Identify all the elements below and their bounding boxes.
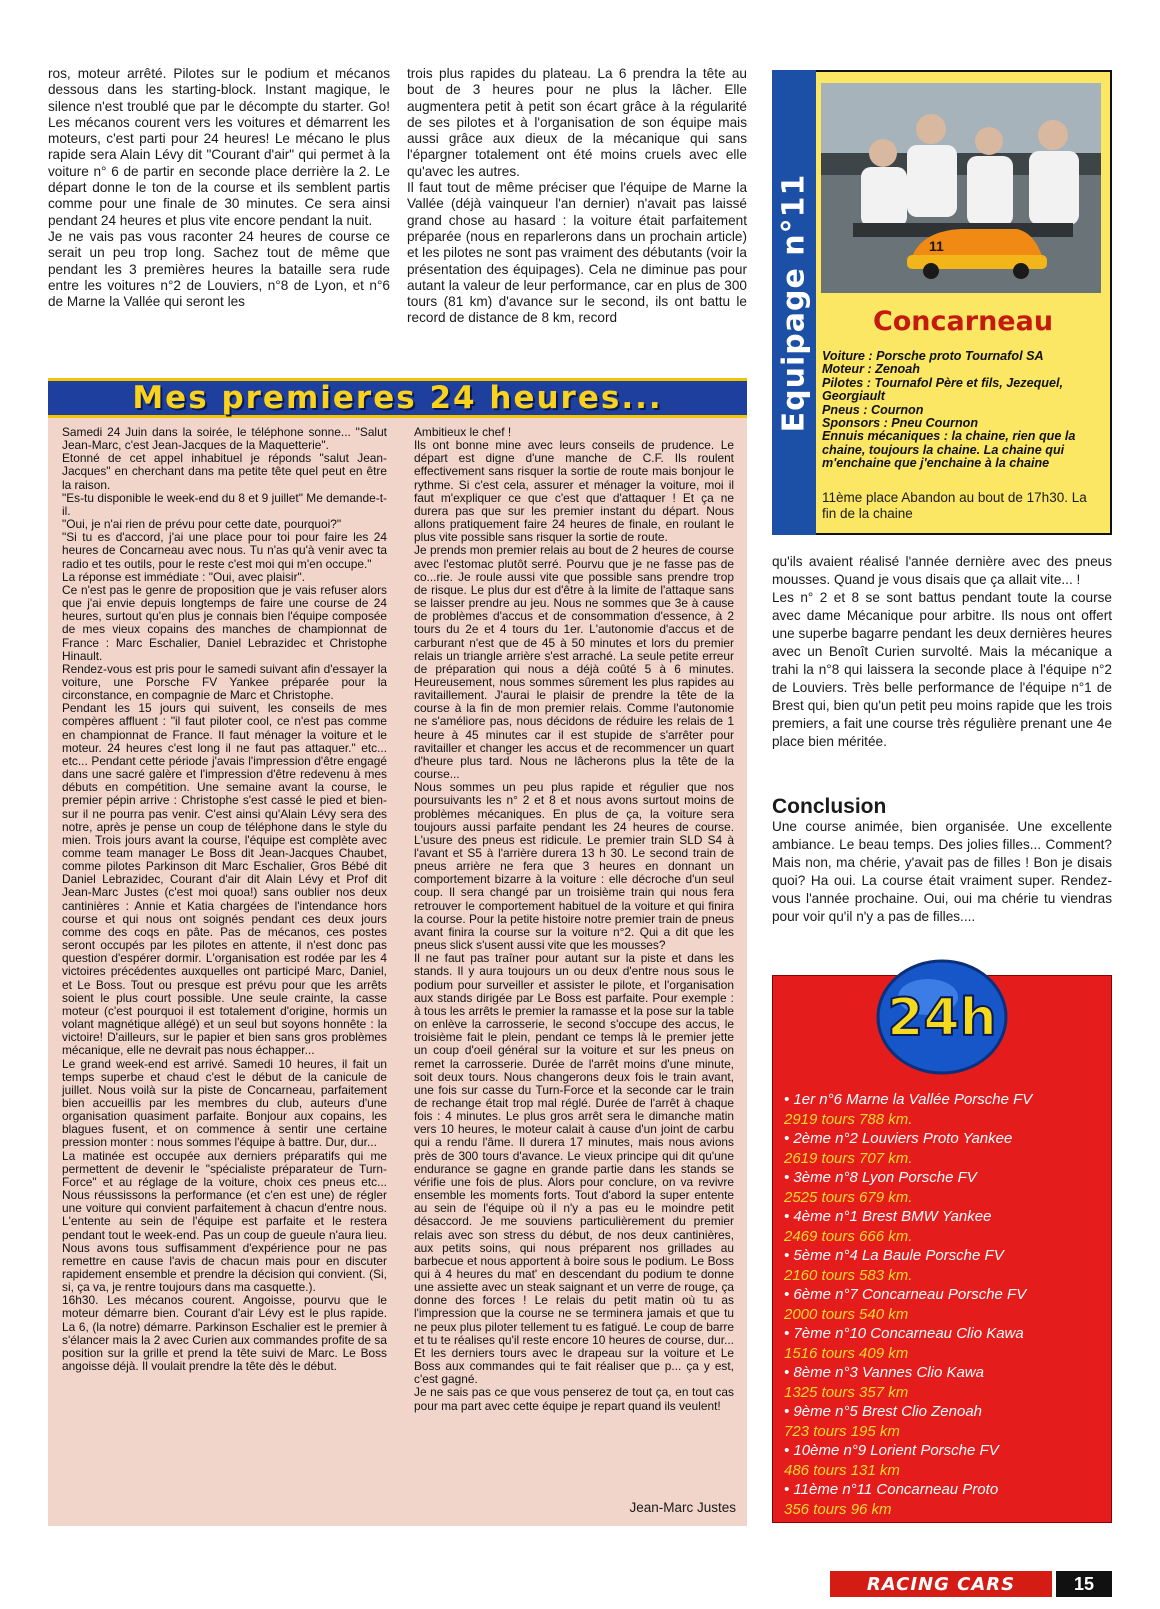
conclusion-text: Une course animée, bien organisée. Une excellente ambiance. Le beau temps. Des jolies filles... Comment? Mais non, ma chérie, y'avait pas de filles ! Bon je disais quoi? Ha oui. La course était vraiment super. Rendez-vous l'année prochaine. Oui, oui ma chérie tu viendras pour voir qu'il n'y a pas de filles....: [772, 819, 1112, 924]
story-paragraph: La matinée est occupée aux derniers préparatifs qui me permettent de devenir le "spécialiste préparateur de Turn-Force" et au réglage de la voiture, choix ces pneus etc... Nous réussissons la performance (et c'en est une) de régler une voiture qui convient parfaitement à chacun d'entre nous. L'entente au sein de l'équipe est parfaite et le restera pendant tout le week-end. Pas un coup de gueule n'aura lieu. Nous avons tous suffisamment d'expérience pour ne pas remettre en cause l'avis de chacun mais pour en discuter rapidement ensemble et prendre la décision qui convient. (Si, si, ça va, je rentre toujours dans ma casquette.).: [62, 1148, 387, 1295]
team-photo-image: [821, 83, 1101, 293]
result-line: • 6ème n°7 Concarneau Porsche FV: [784, 1286, 1027, 1303]
results-list: [784, 1090, 1104, 1519]
article-paragraph: trois plus rapides du plateau. La 6 prendra la tête au bout de 3 heures pour ne plus la lâcher. Elle augmentera petit à petit son écart grâce à la régularité de ses pilotes et à l'organisation de son équipe mais aussi grâce aux dieux de la mécanique qui sans l'épargner totalement ont été moins cruels avec elle qu'avec les autres.: [407, 66, 747, 179]
page-number: 15: [1056, 1571, 1112, 1597]
story-paragraph: "Oui, je n'ai rien de prévu pour cette date, pourquoi?": [62, 517, 342, 532]
team-spec-line: Sponsors : Pneu Cournon: [822, 416, 979, 431]
result-line: • 10ème n°9 Lorient Porsche FV: [784, 1442, 999, 1459]
article-column-2: [407, 66, 747, 327]
team-tab: [772, 70, 816, 535]
badge-24h: [872, 955, 1012, 1075]
badge-24h-text: 24h: [887, 988, 997, 1048]
team-result: 11ème place Abandon au bout de 17h30. La fin de la chaine: [822, 490, 1087, 521]
result-line: 2525 tours 679 km.: [784, 1188, 913, 1206]
page-footer: [830, 1571, 1112, 1597]
result-line: 2919 tours 788 km.: [784, 1110, 913, 1128]
article-column-3: [772, 553, 1112, 751]
team-tab-label: Equipage n°11: [776, 173, 812, 432]
team-spec-line: Pilotes : Tournafol Père et fils, Jezequel, Georgiault: [822, 375, 1063, 404]
result-line: 2619 tours 707 km.: [784, 1149, 913, 1167]
article-paragraph: qu'ils avaient réalisé l'année dernière avec des pneus mousses. Quand je vous disais que ça allait vite... !: [772, 554, 1112, 587]
result-line: 1325 tours 357 km: [784, 1383, 909, 1401]
result-line: 486 tours 131 km: [784, 1461, 900, 1479]
story-paragraph: 16h30. Les mécanos courent. Angoisse, pourvu que le moteur démarre bien. Courant d'air Lévy est le plus rapide. La 6, (la notre) démarre. Parkinson Eschalier est le premier à s'élancer mais la 2 avec Curien aux commandes profite de sa position sur la grille et prend la tête suivi de Marc. Le Boss angoisse déjà. Il voulait prendre la tête dès le début.: [62, 1293, 387, 1374]
story-title-banner: [48, 378, 747, 418]
team-spec-line: Voiture : Porsche proto Tournafol SA: [822, 349, 1044, 363]
result-line: • 7ème n°10 Concarneau Clio Kawa: [784, 1325, 1024, 1342]
story-paragraph: Etonné de cet appel inhabituel je réponds "salut Jean-Jacques" en cherchant dans ma petite tête quel peut en être la raison.: [62, 451, 387, 492]
result-line: • 9ème n°5 Brest Clio Zenoah: [784, 1403, 983, 1420]
team-name: Concarneau: [872, 306, 1054, 337]
story-paragraph: Rendez-vous est pris pour le samedi suivant afin d'essayer la voiture, une Porsche FV Yankee préparée pour la circonstance, en compagnie de Marc et Christophe.: [62, 661, 387, 703]
story-paragraph: Il ne faut pas traîner pour autant sur la piste et dans les stands. Il y aura toujours un ou deux d'entre nous sous le podium pour surveiller et assister le pilote, et l'organisation aux stands dirigée par Le Boss est parfaite. Pour exemple : à tous les arrêts le premier la ramasse et la pose sur la table on enlève la carrosserie, le second s'occupe des accus, le troisième fait le plein, pendant ce temps là le premier jette un coup d'oeil général sur la voiture et sur les pneus on remet la carrosserie. Durée de l'arrêt moins d'une minute, soit deux tours. Nous changerons deux fois le train avant, une fois sur casse du Turn-Force et la seconde car le train de rechange était trop mal réglé. Durée de l'arrêt à chaque fois : 4 minutes. Le plus gros arrêt sera le dimanche matin vers 10 heures, le moteur calait à cause d'un joint de carbu qui a rendu l'âme. Il durera 17 minutes, mais nous avions près de 300 tours d'avance. Le vieux principe qui dit qu'une endurance se gagne en grande partie dans les stands se vérifie une fois de plus. Alors pour conclure, on va revivre ensemble les moments forts. Tout d'abord la super entente au sein de l'équipe où il n'y a pas eu le moindre petit désaccord. Je me souviens particulièrement du premier relais avec son stress du début, de nos deux cantinières, aux petits soins, qui nous préparent nos grillades au barbecue et nous apportent à boire sous le podium. Le Boss qui à 4 heures du mat' en descendant du podium te donne une assiette avec un steak saignant et un verre de rouge, ça donne des forces ! Le relais du petit matin où tu as l'impression que la course ne se terminera jamais et que tu ne peux plus piloter tellement tu es fatigué. Le coup de barre et tu te réalises qu'il reste encore 10 heures de course, dur... Et les derniers tours avec le drapeau sur la voiture et Le Boss aux commandes qui te fait réaliser que p... ça y est, c'est gagné.: [414, 951, 734, 1387]
article-paragraph: Je ne vais pas vous raconter 24 heures de course ce serait un peu trop long. Sachez tout de même que pendant les 3 premières heures la bataille sera rude entre les voitures n°2 de Louviers, n°8 de Lyon, et n°6 de Marne la Vallée qui seront les: [48, 228, 390, 310]
team-photo: [821, 83, 1101, 293]
result-line: 723 tours 195 km: [784, 1422, 900, 1440]
story-signature: Jean-Marc Justes: [629, 1500, 736, 1515]
team-spec-line: Ennuis mécaniques : la chaine, rien que la chaine, toujours la chaine. La chaine qui m'enchaine que j'enchaine à la chaine: [822, 429, 1076, 471]
story-paragraph: La réponse est immédiate : "Oui, avec plaisir".: [62, 569, 306, 584]
result-line: • 11ème n°11 Concarneau Proto: [784, 1481, 999, 1498]
team-spec-line: Moteur : Zenoah: [822, 362, 920, 377]
story-paragraph: Pendant les 15 jours qui suivent, les conseils de mes compères affluent : "il faut piloter cool, ce n'est pas comme en championnat de France. Il faut ménager la voiture et le moteur. 24 heures c'est long il ne faut pas attaquer." etc... etc... Pendant cette période j'avais l'impression d'être engagé dans une sacré galère et l'impression d'être redevenu à mes débuts en compétition. Une semaine avant la course, le premier pépin arrive : Christophe s'est cassé le pied et bien-sur il ne pourra pas venir. C'est ainsi qu'Alain Lévy sera des notre, après je pense un coup de téléphone dans le style du mien. Trois jours avant la course, l'équipe est complète avec comme team manager Le Boss dit Jean-Jacques Chaubet, comme pilotes Parkinson dit Marc Eschalier, Gros Bébé dit Daniel Lebrazidec, Courant d'air dit Alain Lévy et Prof dit Jean-Marc Justes (c'est moi quoa!) sans oublier nos deux cantinières : Annie et Katia chargées de l'intendance hors course et qui nous ont soignés pendant ces deux jours comme des coqs en pâte. Pas de mécanos, ces postes seront occupés par les pilotes en attente, il n'est donc pas question d'espérer dormir. L'organisation est rodée par les 4 victoires précédentes auxquelles ont participé Marc, Daniel, et Le Boss. Tout ou presque est prévu pour que les arrêts soient le plus court possible. Une seule crainte, la casse moteur (c'est pourquoi il est totalement d'origine, hormis un volant magnétique allégé) et un seul but soyons honnête : la victoire! D'ailleurs, sur le papier et bien sans gros problèmes mécanique, elle ne devrait pas nous échapper...: [62, 701, 387, 1058]
result-line: 1516 tours 409 km: [784, 1344, 909, 1362]
magazine-brand: RACING CARS: [866, 1573, 1016, 1595]
result-line: • 5ème n°4 La Baule Porsche FV: [784, 1247, 1004, 1264]
article-paragraph: ros, moteur arrêté. Pilotes sur le podium et mécanos dessous dans les starting-block. Instant magique, le silence n'est troublé que par le décompte du starter. Go! Les mécanos courent vers les voitures et démarrent les moteurs, c'est parti pour 24 heures! Le mécano le plus rapide sera Alain Lévy dit "Courant d'air" qui permet à la voiture n° 6 de partir en seconde place derrière la 2. Le départ donne le ton de la course et ils semblent partis comme pour une finale de 30 minutes. Ce sera ainsi pendant 24 heures et plus vite encore pendant la nuit.: [48, 66, 390, 228]
story-paragraph: Je prends mon premier relais au bout de 2 heures de course avec l'estomac plutôt serré. Pourvu que je ne fasse pas de co...rie. Je roule aussi vite que possible sans prendre trop de risque. Le plus dur est d'être à la limite de l'attaque sans se laisser prendre au jeu. Nous ne sommes que 3e à cause de problèmes d'accus et de consommation d'essence, à 2 tours du 2e et 4 tours du 1er. L'autonomie d'accus et de carburant n'est que de 45 à 50 minutes et lors du premier relais un triangle arrière s'est arraché. La seule petite erreur de préparation qui nous a déjà coûté 5 à 6 minutes. Heureusement, nous sommes sûrement les plus rapides au ravitaillement. J'aurai le plaisir de prendre la tête de la course à la fin de mon premier relais. Comme l'autonomie ne s'améliore pas, nous décidons de réduire les relais de 1 heure à 45 minutes car il est stupide de s'arrêter pour ravitailler et changer les accus et de recommencer un quart d'heure plus tard. Nous ne lâcherons plus la tête de la course...: [414, 543, 734, 782]
article-paragraph: Il faut tout de même préciser que l'équipe de Marne la Vallée (déjà vainqueur l'an dernier) n'avait pas laissé grand chose au hasard : la voiture était parfaitement préparée (nous en reparlerons dans un prochain article) et les pilotes ne sont pas vraiment des débutants (voir la présentation des équipages). Cela ne diminue pas pour autant la valeur de leur performance, car en plus de 300 tours (81 km) d'avance sur le second, ils ont battu le record de distance de 8 km, record: [407, 180, 747, 326]
story-column-2: [414, 426, 734, 1413]
story-column-1: [62, 426, 387, 1373]
story-paragraph: "Si tu es d'accord, j'ai une place pour toi pour faire les 24 heures de Concarneau avec nous. Tu n'as qu'à venir avec ta radio et tes outils, pour le reste c'est moi qui m'en occupe.": [62, 530, 387, 571]
photo-car-number: 11: [929, 238, 944, 254]
result-line: 356 tours 96 km: [784, 1500, 892, 1518]
result-line: • 3ème n°8 Lyon Porsche FV: [784, 1169, 977, 1186]
team-specs: [822, 350, 1107, 471]
article-column-1: [48, 66, 390, 310]
story-paragraph: Samedi 24 Juin dans la soirée, le téléphone sonne... "Salut Jean-Marc, c'est Jean-Jacques de la Maquetterie".: [62, 425, 387, 453]
result-line: 2160 tours 583 km.: [784, 1266, 913, 1284]
story-paragraph: Nous sommes un peu plus rapide et régulier que nos poursuivants les n° 2 et 8 et nous avons surtout moins de problèmes mécaniques. En plus de ça, la voiture sera toujours aussi parfaite pendant les 24 heures de course. L'usure des pneus est ridicule. Le premier train SLD S4 à l'avant et S5 à l'arrière durera 13 h 30. Le second train de pneus arrière ne fera que 3 heures en donnant un comportement bizarre à la voiture : elle décroche d'un seul coup. Il sera changé par un troisième train qui nous fera retrouver le comportement habituel de la voiture et qui finira la course. Pour la petite histoire notre premier train de pneus avant finira la course sur la voiture n°2. Qui a dit que les pneus slick s'usent aussi vite que les mousses?: [414, 780, 734, 953]
conclusion-heading: Conclusion: [772, 795, 887, 818]
story-paragraph: Le grand week-end est arrivé. Samedi 10 heures, il fait un temps superbe et chaud c'est le début de la canicule de juillet. Nous voilà sur la piste de Concarneau, parfaitement bien accueillis par les membres du club, auteurs d'une organisation quasiment parfaite. Bonjour aux copains, les blagues fusent, et on commence à sentir une certaine pression monter : nous sommes l'équipe à battre. Dur, dur...: [62, 1056, 387, 1150]
result-line: • 4ème n°1 Brest BMW Yankee: [784, 1208, 992, 1225]
footer-brand-bar: [830, 1571, 1052, 1597]
story-paragraph: "Es-tu disponible le week-end du 8 et 9 juillet" Me demande-t-il.: [62, 490, 387, 518]
article-paragraph: Les n° 2 et 8 se sont battus pendant toute la course avec dame Mécanique pour arbitre. Ils nous ont offert une superbe bagarre pendant les deux dernières heures avec un Benoît Curien survolté. Mais la mécanique a trahi la n°8 qui laissera la seconde place à l'équipe n°2 de Louviers. Très belle performance de l'équipe n°1 de Brest qui, bien qu'un petit peu moins rapide que les trois premiers, a fait une course très régulière prenant une 4e place bien méritée.: [772, 590, 1112, 749]
result-line: 2469 tours 666 km.: [784, 1227, 913, 1245]
result-line: • 8ème n°3 Vannes Clio Kawa: [784, 1364, 984, 1381]
story-paragraph: Ce n'est pas le genre de proposition que je vais refuser alors que j'ai envie depuis longtemps de faire une course de 24 heures, surtout qu'en plus je connais bien l'équipe composée de mes vieux copains des manches de championnat de France : Marc Eschalier, Daniel Lebrazidec et Christophe Hinault.: [62, 582, 387, 663]
story-title: Mes premieres 24 heures...: [132, 380, 663, 416]
team-spec-line: Pneus : Cournon: [822, 402, 924, 417]
result-line: 2000 tours 540 km: [784, 1305, 909, 1323]
story-paragraph: Ambitieux le chef !: [414, 425, 512, 439]
result-line: • 1er n°6 Marne la Vallée Porsche FV: [784, 1091, 1033, 1108]
result-line: • 2ème n°2 Louviers Proto Yankee: [784, 1130, 1013, 1147]
story-paragraph: Je ne sais pas ce que vous penserez de tout ça, en tout cas pour ma part avec cette équipe je repart quand ils veulent!: [414, 1385, 734, 1413]
story-paragraph: Ils ont bonne mine avec leurs conseils de prudence. Le départ est digne d'une manche de C.F. Ils roulent effectivement sans risquer la sortie de route mais bonjour le rythme. Si c'est cela, assurer et ménager la voiture, moi il faut m'expliquer ce que c'est que d'attaquer ! Et ça ne durera pas que sur les premier instant du départ. Nous allons pratiquement faire 24 heures de finale, en roulant le plus vite possible sans risquer la sortie de route.: [414, 438, 734, 545]
